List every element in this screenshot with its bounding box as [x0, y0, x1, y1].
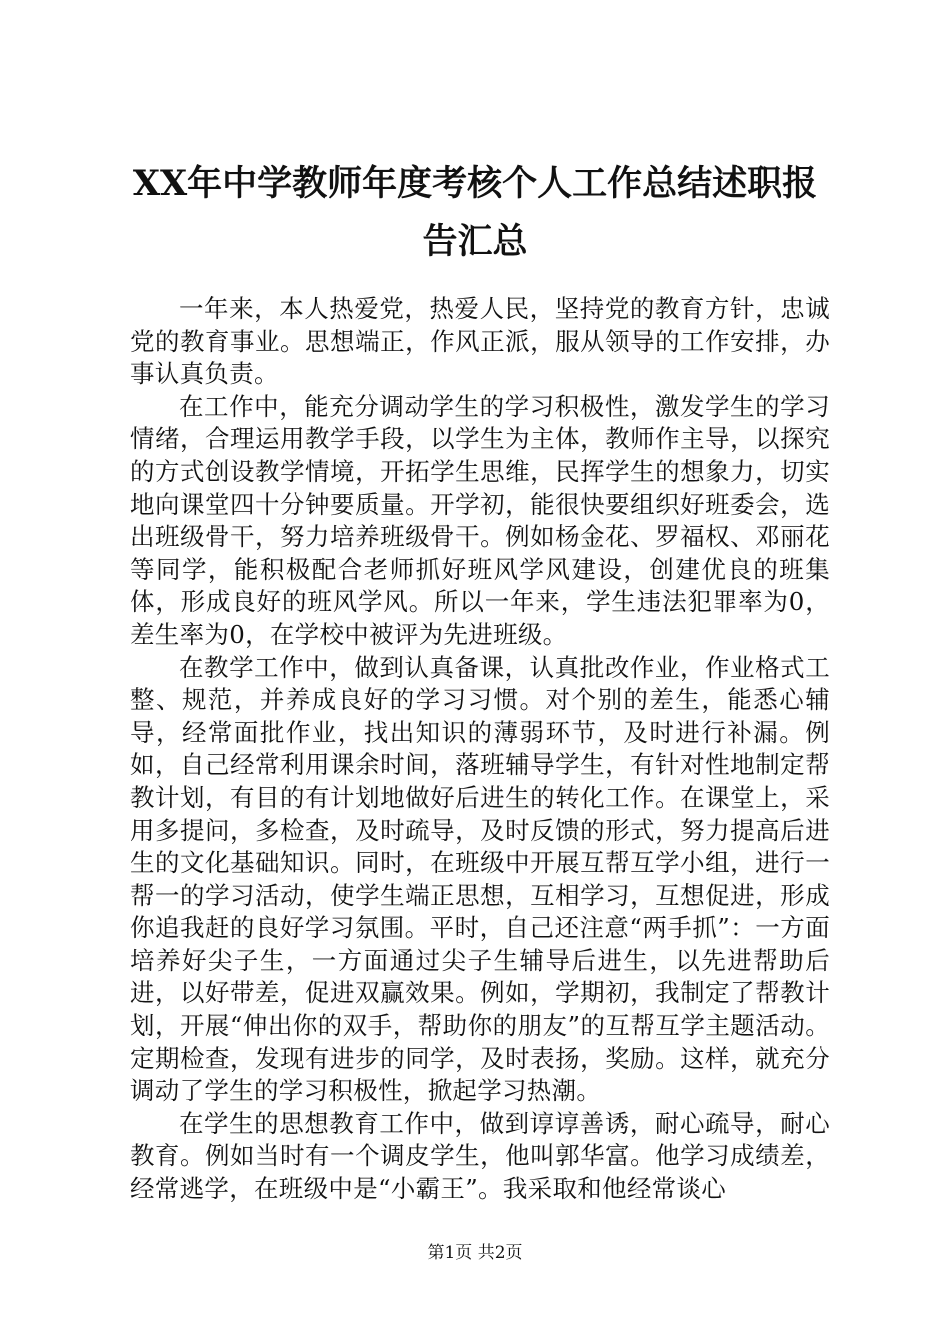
- page-footer: 第1页 共2页: [427, 1243, 523, 1263]
- paragraph: 在学生的思想教育工作中，做到谆谆善诱，耐心疏导，耐心教育。例如当时有一个调皮学生，他叫郭华富。他学习成绩差，经常逃学，在班级中是“小霸王”。我采取和他经常谈心: [130, 1108, 830, 1204]
- document-title-line-2: 告汇总: [422, 221, 528, 262]
- document-body: [130, 293, 830, 1206]
- paragraph: 在工作中，能充分调动学生的学习积极性，激发学生的学习情绪，合理运用教学手段，以学生为主体，教师作主导，以探究的方式创设教学情境，开拓学生思维，民挥学生的想象力，切实地向课堂四十分钟要质量。开学初，能很快要组织好班委会，选出班级骨干，努力培养班级骨干。例如杨金花、罗福权、邓丽花等同学，能积极配合老师抓好班风学风建设，创建优良的班集体，形成良好的班风学风。所以一年来，学生违法犯罪率为0，差生率为0，在学校中被评为先进班级。: [130, 391, 831, 649]
- document-title-line-1: XX年中学教师年度考核个人工作总结述职报: [132, 163, 818, 204]
- paragraph: 在教学工作中，做到认真备课，认真批改作业，作业格式工整、规范，并养成良好的学习习惯。对个别的差生，能悉心辅导，经常面批作业，找出知识的薄弱环节，及时进行补漏。例如，自己经常利用课余时间，落班辅导学生，有针对性地制定帮教计划，有目的有计划地做好后进生的转化工作。在课堂上，采用多提问，多检查，及时疏导，及时反馈的形式，努力提高后进生的文化基础知识。同时，在班级中开展互帮互学小组，进行一帮一的学习活动，使学生端正思想，互相学习，互想促进，形成你追我赶的良好学习氛围。平时，自己还注意“两手抓”：一方面培养好尖子生，一方面通过尖子生辅导后进生，以先进帮助后进，以好带差，促进双赢效果。例如，学期初，我制定了帮教计划，开展“伸出你的双手，帮助你的朋友”的互帮互学主题活动。定期检查，发现有进步的同学，及时表扬，奖励。这样，就充分调动了学生的学习积极性，掀起学习热潮。: [130, 652, 830, 1106]
- paragraph: 一年来，本人热爱党，热爱人民，坚持党的教育方针，忠诚党的教育事业。思想端正，作风正派，服从领导的工作安排，办事认真负责。: [130, 294, 830, 389]
